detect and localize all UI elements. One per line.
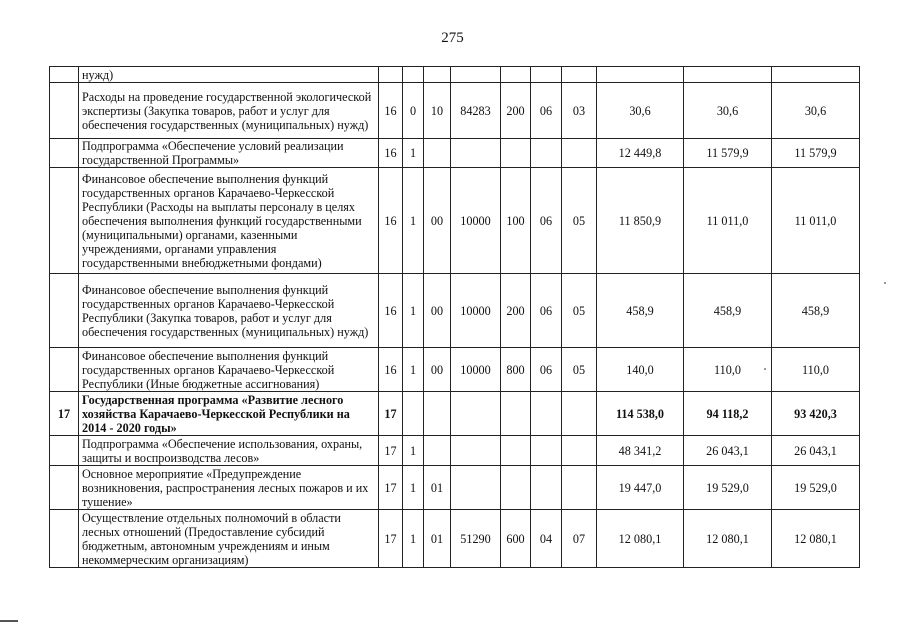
code-expense-type-cell [501, 466, 531, 510]
row-number-cell: 17 [50, 392, 79, 436]
code-direction-cell: 84283 [451, 83, 501, 139]
description-cell: Подпрограмма «Обеспечение использования, охраны, защиты и воспроизводства лесов» [79, 436, 379, 466]
amount-year-3-cell: 11 579,9 [772, 139, 860, 168]
code-ministry-cell: 17 [379, 436, 403, 466]
code-subprogram-cell: 1 [403, 139, 424, 168]
code-measure-cell: 10 [424, 83, 451, 139]
amount-year-3-cell: 26 043,1 [772, 436, 860, 466]
description-cell: Основное мероприятие «Предупреждение возникновения, распространения лесных пожаров и их тушение» [79, 466, 379, 510]
code-expense-type-cell: 100 [501, 168, 531, 274]
code-section-cell: 06 [531, 168, 562, 274]
row-number-cell [50, 168, 79, 274]
code-subprogram-cell: 1 [403, 510, 424, 568]
code-ministry-cell [379, 67, 403, 83]
code-measure-cell: 00 [424, 348, 451, 392]
amount-year-3-cell: 12 080,1 [772, 510, 860, 568]
code-subsection-cell: 05 [562, 274, 597, 348]
budget-table [49, 66, 860, 568]
code-subsection-cell: 05 [562, 168, 597, 274]
code-section-cell [531, 466, 562, 510]
code-ministry-cell: 16 [379, 348, 403, 392]
code-expense-type-cell: 200 [501, 274, 531, 348]
code-measure-cell [424, 436, 451, 466]
amount-year-2-cell: 19 529,0 [684, 466, 772, 510]
amount-year-2-cell: 110,0 [684, 348, 772, 392]
scan-dot [764, 368, 766, 370]
code-section-cell: 04 [531, 510, 562, 568]
code-measure-cell [424, 139, 451, 168]
row-number-cell [50, 83, 79, 139]
code-direction-cell: 51290 [451, 510, 501, 568]
row-number-cell [50, 67, 79, 83]
row-number-cell [50, 274, 79, 348]
amount-year-2-cell: 458,9 [684, 274, 772, 348]
amount-year-3-cell: 19 529,0 [772, 466, 860, 510]
code-subsection-cell [562, 139, 597, 168]
amount-year-3-cell: 110,0 [772, 348, 860, 392]
code-direction-cell [451, 466, 501, 510]
row-number-cell [50, 510, 79, 568]
row-number-cell [50, 466, 79, 510]
code-direction-cell [451, 67, 501, 83]
code-expense-type-cell: 800 [501, 348, 531, 392]
code-section-cell: 06 [531, 274, 562, 348]
table-row [50, 348, 860, 392]
code-direction-cell: 10000 [451, 168, 501, 274]
page-number: 275 [441, 30, 464, 46]
code-section-cell [531, 436, 562, 466]
code-section-cell: 06 [531, 83, 562, 139]
amount-year-2-cell: 26 043,1 [684, 436, 772, 466]
scan-dot [884, 282, 886, 284]
amount-year-1-cell: 458,9 [597, 274, 684, 348]
code-measure-cell: 00 [424, 274, 451, 348]
code-measure-cell: 00 [424, 168, 451, 274]
row-number-cell [50, 348, 79, 392]
table-row [50, 436, 860, 466]
code-subprogram-cell: 1 [403, 466, 424, 510]
code-expense-type-cell [501, 67, 531, 83]
row-number-cell [50, 139, 79, 168]
code-ministry-cell: 17 [379, 466, 403, 510]
description-cell: Государственная программа «Развитие лесного хозяйства Карачаево-Черкесской Республики на 2014 - 2020 годы» [79, 392, 379, 436]
row-number-cell [50, 436, 79, 466]
code-measure-cell [424, 67, 451, 83]
amount-year-1-cell: 30,6 [597, 83, 684, 139]
code-expense-type-cell: 600 [501, 510, 531, 568]
amount-year-2-cell: 94 118,2 [684, 392, 772, 436]
amount-year-1-cell [597, 67, 684, 83]
code-ministry-cell: 17 [379, 392, 403, 436]
code-direction-cell: 10000 [451, 348, 501, 392]
amount-year-1-cell: 12 080,1 [597, 510, 684, 568]
code-measure-cell: 01 [424, 510, 451, 568]
amount-year-1-cell: 12 449,8 [597, 139, 684, 168]
code-direction-cell [451, 139, 501, 168]
code-section-cell: 06 [531, 348, 562, 392]
amount-year-2-cell: 12 080,1 [684, 510, 772, 568]
code-ministry-cell: 17 [379, 510, 403, 568]
amount-year-3-cell [772, 67, 860, 83]
amount-year-3-cell: 93 420,3 [772, 392, 860, 436]
code-subsection-cell [562, 392, 597, 436]
code-subsection-cell: 07 [562, 510, 597, 568]
description-cell: Расходы на проведение государственной экологической экспертизы (Закупка товаров, работ и услуг для обеспечения государственных (муниципальных) нужд) [79, 83, 379, 139]
amount-year-3-cell: 11 011,0 [772, 168, 860, 274]
table-row [50, 139, 860, 168]
code-subprogram-cell [403, 67, 424, 83]
code-ministry-cell: 16 [379, 139, 403, 168]
description-cell: Финансовое обеспечение выполнения функций государственных органов Карачаево-Черкесской Республики (Закупка товаров, работ и услуг для обеспечения государственных (муниципальных) нужд) [79, 274, 379, 348]
code-subprogram-cell: 1 [403, 168, 424, 274]
table-row [50, 168, 860, 274]
amount-year-3-cell: 30,6 [772, 83, 860, 139]
amount-year-1-cell: 140,0 [597, 348, 684, 392]
code-section-cell [531, 139, 562, 168]
code-ministry-cell: 16 [379, 83, 403, 139]
description-cell: Подпрограмма «Обеспечение условий реализации государственной Программы» [79, 139, 379, 168]
description-cell: Осуществление отдельных полномочий в области лесных отношений (Предоставление субсидий бюджетным, автономным учреждениям и иным некоммерческим организациям) [79, 510, 379, 568]
code-direction-cell: 10000 [451, 274, 501, 348]
code-subsection-cell [562, 67, 597, 83]
scan-edge-mark [0, 620, 18, 622]
amount-year-2-cell: 30,6 [684, 83, 772, 139]
description-cell: Финансовое обеспечение выполнения функций государственных органов Карачаево-Черкесской Республики (Расходы на выплаты персоналу в целях обеспечения выполнения функций государственными (муниципальными) органами, казенными учреждениями, органами управления государственными внебюджетными фондами) [79, 168, 379, 274]
code-subprogram-cell: 1 [403, 436, 424, 466]
amount-year-1-cell: 11 850,9 [597, 168, 684, 274]
code-section-cell [531, 67, 562, 83]
code-expense-type-cell [501, 436, 531, 466]
table-row [50, 274, 860, 348]
amount-year-1-cell: 19 447,0 [597, 466, 684, 510]
code-subsection-cell [562, 466, 597, 510]
description-cell: Финансовое обеспечение выполнения функций государственных органов Карачаево-Черкесской Республики (Иные бюджетные ассигнования) [79, 348, 379, 392]
amount-year-2-cell: 11 011,0 [684, 168, 772, 274]
description-cell: нужд) [79, 67, 379, 83]
table-row [50, 510, 860, 568]
code-expense-type-cell: 200 [501, 83, 531, 139]
code-section-cell [531, 392, 562, 436]
amount-year-2-cell: 11 579,9 [684, 139, 772, 168]
table-row [50, 67, 860, 83]
code-subprogram-cell: 0 [403, 83, 424, 139]
table-row [50, 466, 860, 510]
code-direction-cell [451, 392, 501, 436]
code-measure-cell [424, 392, 451, 436]
code-subprogram-cell [403, 392, 424, 436]
code-subprogram-cell: 1 [403, 348, 424, 392]
code-ministry-cell: 16 [379, 274, 403, 348]
code-subsection-cell: 03 [562, 83, 597, 139]
amount-year-1-cell: 114 538,0 [597, 392, 684, 436]
code-measure-cell: 01 [424, 466, 451, 510]
code-subsection-cell: 05 [562, 348, 597, 392]
code-expense-type-cell [501, 139, 531, 168]
amount-year-1-cell: 48 341,2 [597, 436, 684, 466]
amount-year-2-cell [684, 67, 772, 83]
code-ministry-cell: 16 [379, 168, 403, 274]
amount-year-3-cell: 458,9 [772, 274, 860, 348]
code-direction-cell [451, 436, 501, 466]
table-row [50, 392, 860, 436]
code-subprogram-cell: 1 [403, 274, 424, 348]
code-expense-type-cell [501, 392, 531, 436]
table-row [50, 83, 860, 139]
code-subsection-cell [562, 436, 597, 466]
